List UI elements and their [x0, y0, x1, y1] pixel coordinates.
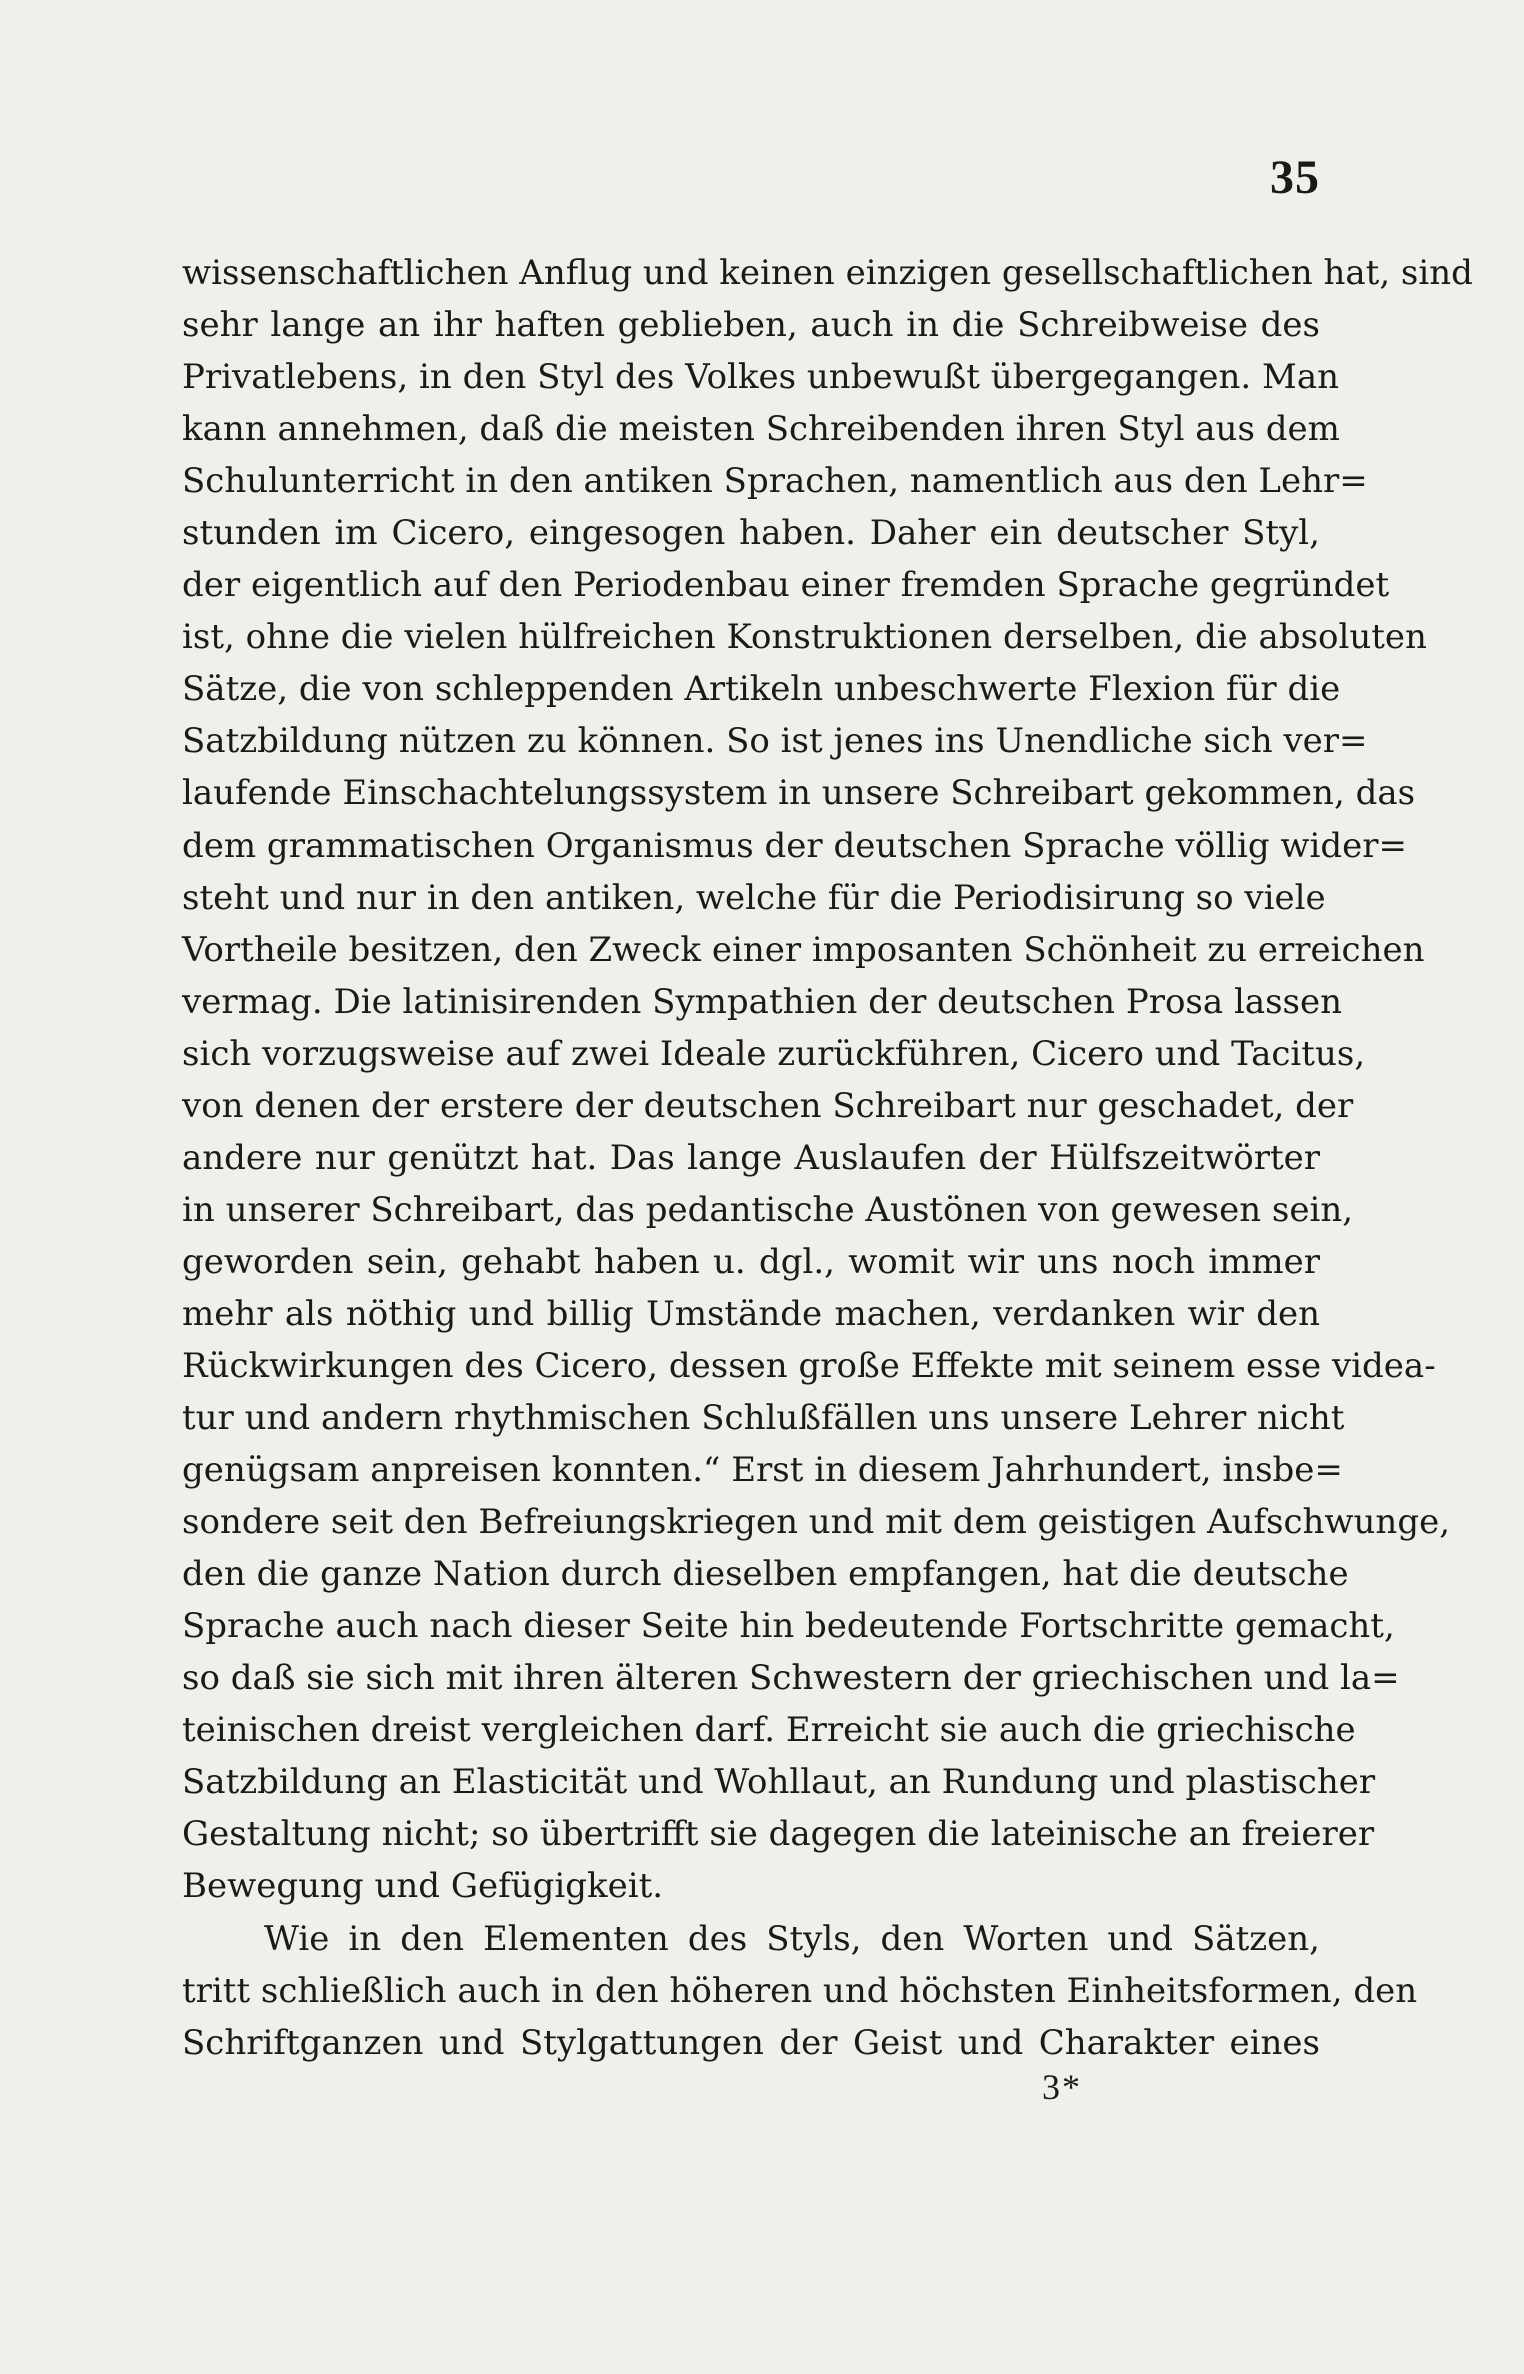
text-line: genügsam anpreisen konnten.“ Erst in diesem Jahrhundert, insbe=: [182, 1450, 1343, 1491]
text-line: wissenschaftlichen Anflug und keinen einzigen gesellschaftlichen hat, sind: [182, 253, 1473, 293]
text-line: der eigentlich auf den Periodenbau einer fremden Sprache gegründet: [182, 565, 1390, 606]
text-line: laufende Einschachtelungssystem in unsere Schreibart gekommen, das: [182, 773, 1416, 814]
text-line: sondere seit den Befreiungskriegen und mit dem geistigen Aufschwunge,: [182, 1502, 1451, 1543]
text-line: in unserer Schreibart, das pedantische Austönen von gewesen sein,: [182, 1189, 1354, 1230]
text-line: Satzbildung nützen zu können. So ist jenes ins Unendliche sich ver=: [182, 721, 1368, 762]
body-text: [182, 247, 1473, 2069]
text-line: vermag. Die latinisirenden Sympathien der deutschen Prosa lassen: [182, 981, 1343, 1022]
text-line: so daß sie sich mit ihren älteren Schwestern der griechischen und la=: [182, 1658, 1400, 1699]
text-line: andere nur genützt hat. Das lange Auslaufen der Hülfszeitwörter: [182, 1137, 1320, 1178]
page-number: 35: [1270, 151, 1320, 204]
text-line: Sätze, die von schleppenden Artikeln unbeschwerte Flexion für die: [182, 669, 1341, 710]
text-line: teinischen dreist vergleichen darf. Erreicht sie auch die griechische: [182, 1710, 1356, 1751]
text-line: ist, ohne die vielen hülfreichen Konstruktionen derselben, die absoluten: [182, 617, 1427, 658]
text-line: Rückwirkungen des Cicero, dessen große Effekte mit seinem esse videa-: [182, 1345, 1436, 1386]
text-line: Wie in den Elementen des Styls, den Worten und Sätzen,: [264, 1918, 1320, 1959]
text-line: den die ganze Nation durch dieselben empfangen, hat die deutsche: [182, 1554, 1349, 1595]
text-line: sich vorzugsweise auf zwei Ideale zurückführen, Cicero und Tacitus,: [182, 1033, 1366, 1074]
text-line: Privatlebens, in den Styl des Volkes unbewußt übergegangen. Man: [182, 357, 1339, 398]
text-line: steht und nur in den antiken, welche für die Periodisirung so viele: [182, 877, 1326, 918]
text-line: Sprache auch nach dieser Seite hin bedeutende Fortschritte gemacht,: [182, 1606, 1395, 1647]
text-line: Vortheile besitzen, den Zweck einer imposanten Schönheit zu erreichen: [182, 929, 1425, 970]
text-line: von denen der erstere der deutschen Schreibart nur geschadet, der: [182, 1085, 1354, 1126]
text-line: sehr lange an ihr haften geblieben, auch in die Schreibweise des: [182, 305, 1320, 346]
text-line: tur und andern rhythmischen Schlußfällen uns unsere Lehrer nicht: [182, 1398, 1345, 1439]
text-line: Satzbildung an Elasticität und Wohllaut, an Rundung und plastischer: [182, 1762, 1376, 1803]
signature-mark: 3*: [1042, 2067, 1082, 2107]
text-line: geworden sein, gehabt haben u. dgl., womit wir uns noch immer: [182, 1241, 1320, 1282]
text-line: Bewegung und Gefügigkeit.: [182, 1866, 664, 1907]
text-line: Schriftganzen und Stylgattungen der Geist und Charakter eines: [182, 2022, 1320, 2063]
text-line: Gestaltung nicht; so übertrifft sie dagegen die lateinische an freierer: [182, 1814, 1375, 1855]
text-line: Schulunterricht in den antiken Sprachen, namentlich aus den Lehr=: [182, 461, 1368, 502]
text-line: tritt schließlich auch in den höheren und höchsten Einheitsformen, den: [182, 1970, 1418, 2011]
text-line: stunden im Cicero, eingesogen haben. Daher ein deutscher Styl,: [182, 513, 1320, 554]
text-line: kann annehmen, daß die meisten Schreibenden ihren Styl aus dem: [182, 409, 1340, 450]
text-line: dem grammatischen Organismus der deutschen Sprache völlig wider=: [182, 825, 1408, 866]
text-line: mehr als nöthig und billig Umstände machen, verdanken wir den: [182, 1293, 1320, 1334]
